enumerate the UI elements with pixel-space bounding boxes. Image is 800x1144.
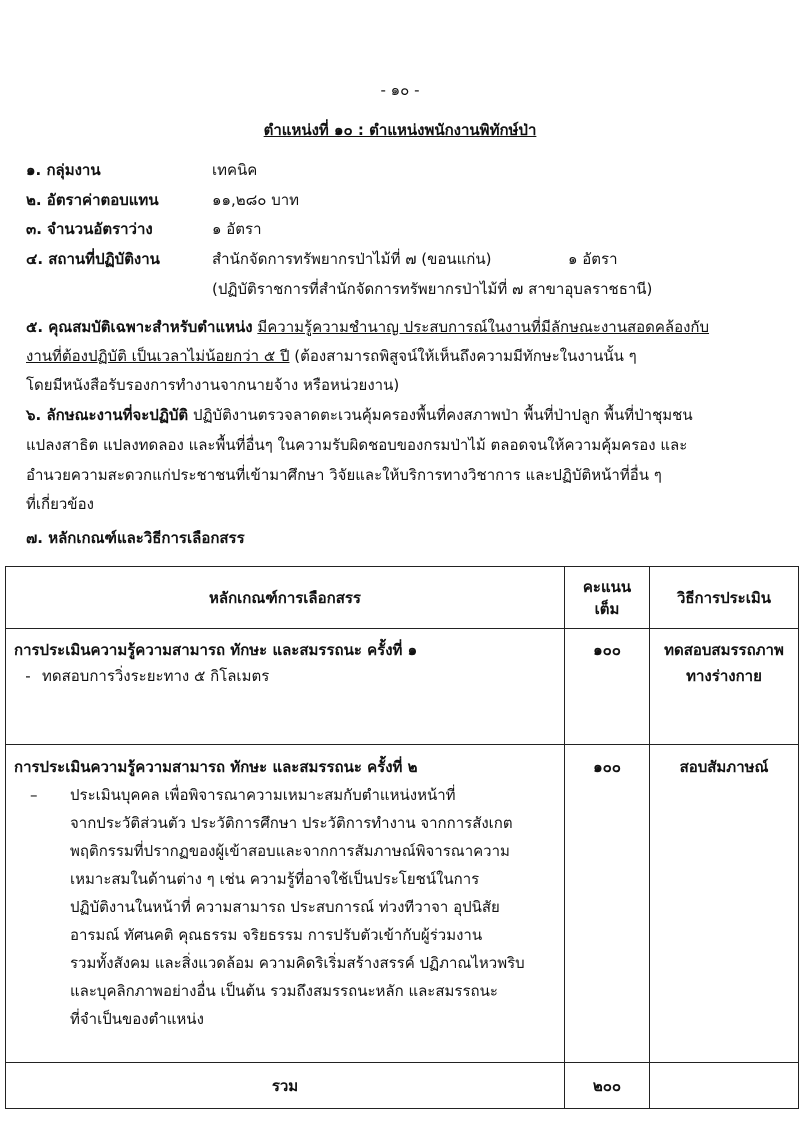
- header-method: [650, 567, 799, 629]
- section5-proof-text: (ต้องสามารถพิสูจน์ให้เห็นถึงความมีทักษะในงานนั้น ๆ: [294, 347, 637, 365]
- row2-line: และบุคลิกภาพอย่างอื่น เป็นต้น รวมถึงสมรรถนะหลัก และสมรรถนะ: [70, 982, 498, 1000]
- row2-line: รวมทั้งสังคม และสิ่งแวดล้อม ความคิดริเริ่มสร้างสรรค์ ปฏิภาณไหวพริบ: [70, 954, 525, 972]
- section6-line3: อำนวยความสะดวกแก่ประชาชนที่เข้ามาศึกษา วิจัยและให้บริการทางวิชาการ และปฏิบัติหน้าที่อื่น ๆ: [26, 466, 662, 484]
- header-criteria-label: หลักเกณฑ์การเลือกสรร: [209, 588, 361, 607]
- section5-qualification-underlined: มีความรู้ความชำนาญ ประสบการณ์ในงานที่มีลักษณะงานสอดคล้องกับ: [257, 318, 710, 336]
- section5-heading: ๕. คุณสมบัติเฉพาะสำหรับตำแหน่ง: [26, 318, 253, 336]
- header-criteria: [6, 567, 565, 629]
- header-score-line2: เต็ม: [594, 599, 620, 618]
- total-score: ๒๐๐: [592, 1076, 622, 1095]
- table-row: [6, 745, 799, 1063]
- row1-bullet-item: [14, 663, 558, 690]
- field-value-workplace-count: ๑ อัตรา: [568, 250, 618, 268]
- row2-score: ๑๐๐: [593, 758, 621, 776]
- header-score: [565, 567, 650, 629]
- row2-bullet-item: [14, 781, 558, 1033]
- row2-title: การประเมินความรู้ความสามารถ ทักษะ และสมรรถนะ ครั้งที่ ๒: [14, 758, 418, 776]
- field-value-vacancies: ๑ อัตรา: [212, 220, 262, 238]
- section6-text-1: ปฏิบัติงานตรวจลาดตะเวนคุ้มครองพื้นที่คงสภาพป่า พื้นที่ป่าปลูก พื้นที่ป่าชุมชน: [192, 406, 693, 424]
- row1-criteria-cell: [6, 629, 565, 745]
- row1-method-cell: [650, 629, 799, 745]
- section6-line1: [26, 404, 796, 426]
- section5-line3: โดยมีหนังสือรับรองการทำงานจากนายจ้าง หรือหน่วยงาน): [26, 376, 400, 394]
- total-method-cell: [650, 1063, 799, 1109]
- header-method-label: วิธีการประเมิน: [676, 588, 772, 607]
- row2-line: อารมณ์ ทัศนคติ คุณธรรม จริยธรรม การปรับตัวเข้ากับผู้ร่วมงาน: [70, 926, 483, 944]
- field-value-workplace-note: (ปฏิบัติราชการที่สำนักจัดการทรัพยากรป่าไม้ที่ ๗ สาขาอุบลราชธานี): [212, 280, 653, 298]
- section6-line4: ที่เกี่ยวข้อง: [26, 495, 94, 513]
- section6-heading: ๖. ลักษณะงานที่จะปฏิบัติ: [26, 406, 189, 424]
- criteria-table: [5, 566, 799, 1109]
- field-label-vacancies: ๓. จำนวนอัตราว่าง: [26, 220, 153, 238]
- section5-line2: [26, 345, 796, 367]
- row2-line: ที่จำเป็นของตำแหน่ง: [70, 1010, 204, 1028]
- row2-method-cell: [650, 745, 799, 1063]
- row1-title: การประเมินความรู้ความสามารถ ทักษะ และสมรรถนะ ครั้งที่ ๑: [14, 641, 418, 659]
- row1-method-line2: ทางร่างกาย: [686, 667, 762, 685]
- section5-line1: [26, 316, 796, 338]
- field-label-group: ๑. กลุ่มงาน: [26, 161, 101, 179]
- bullet-dash: -: [25, 667, 31, 685]
- header-score-line1: คะแนน: [582, 577, 632, 596]
- table-header-row: [6, 567, 799, 629]
- field-label-workplace: ๔. สถานที่ปฏิบัติงาน: [26, 250, 160, 268]
- field-value-workplace: สำนักจัดการทรัพยากรป่าไม้ที่ ๗ (ขอนแก่น): [212, 250, 492, 268]
- page-number: - ๑๐ -: [380, 81, 420, 99]
- table-total-row: [6, 1063, 799, 1109]
- row2-line: จากประวัติส่วนตัว ประวัติการศึกษา ประวัติการทำงาน จากการสังเกต: [70, 814, 513, 832]
- row1-score: ๑๐๐: [593, 641, 621, 659]
- row1-bullet-text: ทดสอบการวิ่งระยะทาง ๕ กิโลเมตร: [42, 667, 270, 685]
- field-label-salary: ๒. อัตราค่าตอบแทน: [26, 191, 159, 209]
- section6-line2: แปลงสาธิต แปลงทดลอง และพื้นที่อื่นๆ ในความรับผิดชอบของกรมป่าไม้ ตลอดจนให้ความคุ้มครอง และ: [26, 436, 688, 454]
- section7-heading: ๗. หลักเกณฑ์และวิธีการเลือกสรร: [26, 529, 245, 547]
- total-label: รวม: [271, 1076, 299, 1095]
- row2-method: สอบสัมภาษณ์: [679, 758, 769, 776]
- section5-experience-underlined: งานที่ต้องปฏิบัติ เป็นเวลาไม่น้อยกว่า ๕ ปี: [26, 347, 290, 365]
- row2-line: เหมาะสมในด้านต่าง ๆ เช่น ความรู้ที่อาจใช้เป็นประโยชน์ในการ: [70, 870, 480, 888]
- page-title: ตำแหน่งที่ ๑๐ : ตำแหน่งพนักงานพิทักษ์ป่า: [263, 121, 537, 139]
- total-score-cell: [565, 1063, 650, 1109]
- total-label-cell: [6, 1063, 565, 1109]
- row2-line: ปฏิบัติงานในหน้าที่ ความสามารถ ประสบการณ์ ท่วงทีวาจา อุปนิสัย: [70, 898, 500, 916]
- bullet-dash: –: [30, 786, 38, 804]
- row2-criteria-cell: [6, 745, 565, 1063]
- field-value-salary: ๑๑,๒๘๐ บาท: [212, 191, 300, 209]
- row2-line: พฤติกรรมที่ปรากฏของผู้เข้าสอบและจากการสัมภาษณ์พิจารณาความ: [70, 842, 510, 860]
- row1-score-cell: [565, 629, 650, 745]
- row2-line: ประเมินบุคคล เพื่อพิจารณาความเหมาะสมกับตำแหน่งหน้าที่: [70, 786, 456, 804]
- field-value-group: เทคนิค: [212, 161, 258, 179]
- table-row: [6, 629, 799, 745]
- row2-score-cell: [565, 745, 650, 1063]
- row1-method-line1: ทดสอบสมรรถภาพ: [664, 641, 784, 659]
